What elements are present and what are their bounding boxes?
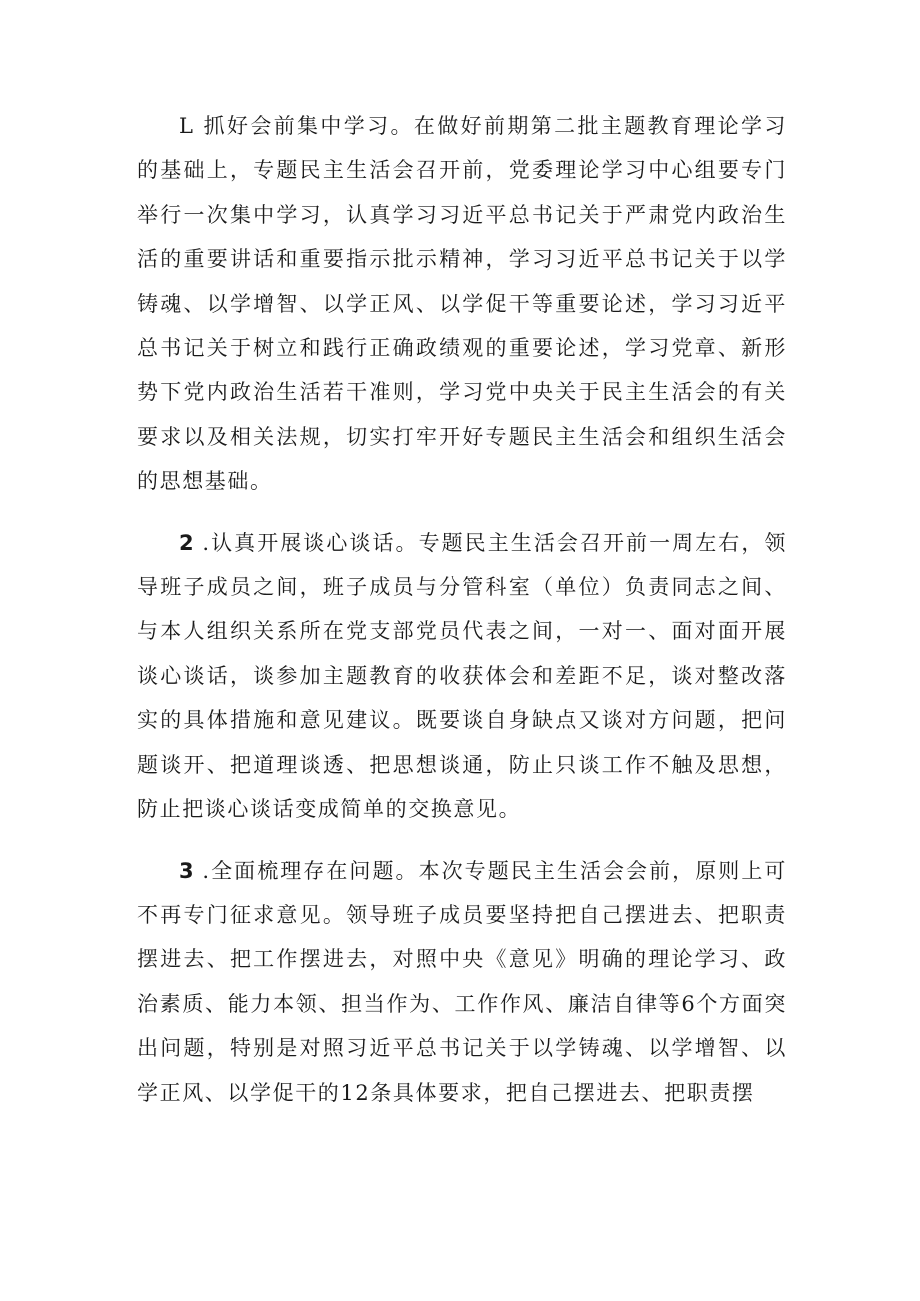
- paragraph-3-number: 3: [179, 858, 194, 883]
- paragraph-1-text: 抓好会前集中学习。在做好前期第二批主题教育理论学习的基础上，专题民主生活会召开前，党委理论学习中心组要专门举行一次集中学习，认真学习习近平总书记关于严肃党内政治生活的重要讲话和重要指示批示精神，学习习近平总书记关于以学铸魂、以学增智、以学正风、以学促干等重要论述，学习习近平总书记关于树立和践行正确政绩观的重要论述，学习党章、新形势下党内政治生活若干准则，学习党中央关于民主生活会的有关要求以及相关法规，切实打牢开好专题民主生活会和组织生活会的思想基础。: [137, 114, 787, 494]
- document-body: [137, 104, 787, 1115]
- paragraph-1-number: L: [179, 114, 195, 138]
- paragraph-2-number: 2: [179, 530, 194, 555]
- paragraph-1: [137, 104, 787, 504]
- paragraph-2: [137, 521, 787, 832]
- paragraph-3: [137, 849, 787, 1115]
- paragraph-3-text: .全面梳理存在问题。本次专题民主生活会会前，原则上可不再专门征求意见。领导班子成员要坚持把自己摆进去、把职责摆进去、把工作摆进去，对照中央《意见》明确的理论学习、政治素质、能力本领、担当作为、工作作风、廉洁自律等6个方面突出问题，特别是对照习近平总书记关于以学铸魂、以学增智、以学正风、以学促干的12条具体要求，把自己摆进去、把职责摆: [137, 858, 787, 1105]
- paragraph-2-text: .认真开展谈心谈话。专题民主生活会召开前一周左右，领导班子成员之间，班子成员与分管科室（单位）负责同志之间、与本人组织关系所在党支部党员代表之间，一对一、面对面开展谈心谈话，谈参加主题教育的收获体会和差距不足，谈对整改落实的具体措施和意见建议。既要谈自身缺点又谈对方问题，把问题谈开、把道理谈透、把思想谈通，防止只谈工作不触及思想，防止把谈心谈话变成简单的交换意见。: [137, 530, 787, 822]
